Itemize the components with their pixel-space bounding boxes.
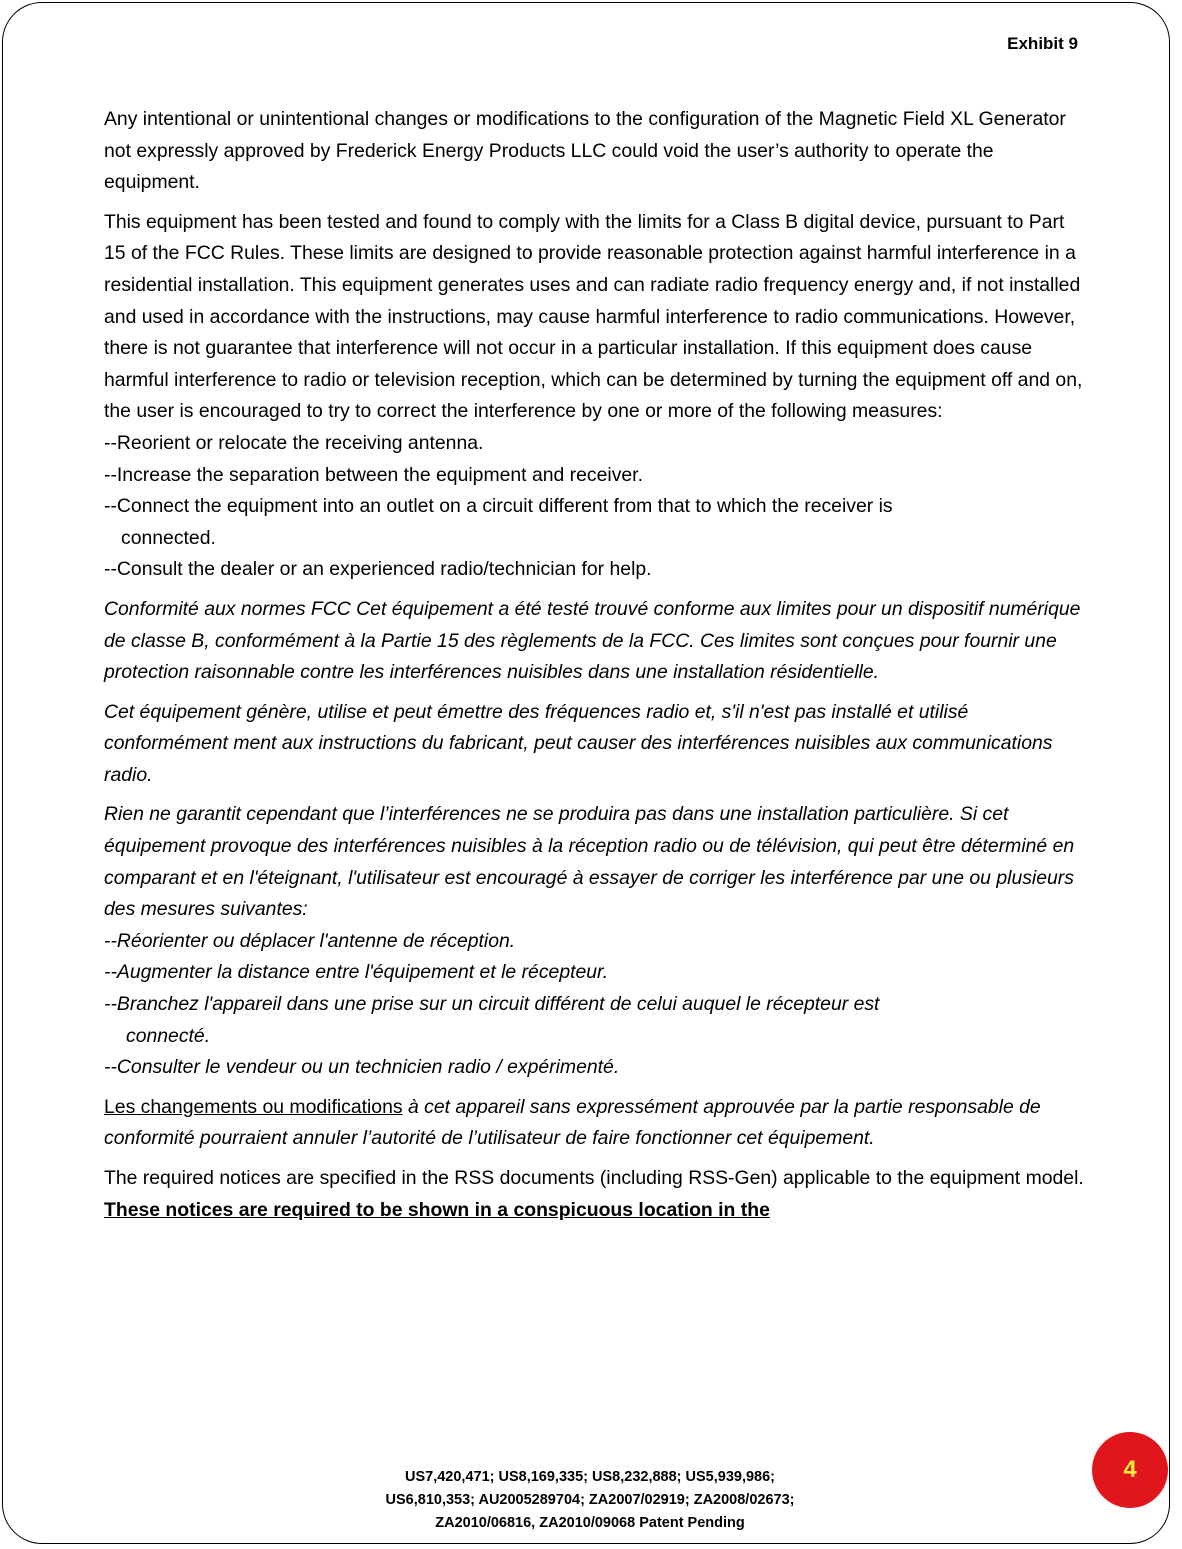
page-number-badge: 4 — [1092, 1432, 1168, 1508]
fcc-compliance-text: This equipment has been tested and found to comply with the limits for a Class B digital device, pursuant to Part 15 of the FCC Rules. These limits are designed to provide reasonable protection against harmful interference in a residential installation. This equipment generates uses and can radiate radio frequency energy and, if not installed and used in accordance with the instructions, may cause harmful interference to radio communications. However, there is not guarantee that interference will not occur in a particular installation. If this equipment does cause harmful interference to radio or television reception, which can be determined by turning the equipment off and on, the user is encouraged to try to correct the interference by one or more of the following measures: — [104, 210, 1083, 423]
mesure-item: --Réorienter ou déplacer l'antenne de réception. — [104, 929, 516, 952]
measure-item-continuation: connected. — [121, 526, 216, 549]
measure-item: --Connect the equipment into an outlet on a circuit different from that to which the receiver is — [104, 495, 893, 518]
rss-notices-emphasis: These notices are required to be shown in a conspicuous location in the — [104, 1198, 770, 1221]
patent-line: US7,420,471; US8,169,335; US8,232,888; US5,939,986; — [405, 1469, 775, 1485]
paragraph-fr-conformite: Conformité aux normes FCC Cet équipement a été testé trouvé conforme aux limites pour un dispositif numérique de classe B, conformément à la Partie 15 des règlements de la FCC. Ces limites sont conçues pour fournir une protection raisonnable contre les interférences nuisibles dans une installation résidentielle. — [104, 597, 1081, 684]
exhibit-label: Exhibit 9 — [1007, 34, 1078, 53]
document-body — [104, 104, 1084, 1234]
mesure-item: --Branchez l'appareil dans une prise sur un circuit différent de celui auquel le récepteur est — [104, 993, 880, 1016]
paragraph-rss-notices — [104, 1163, 1084, 1226]
measure-item: --Increase the separation between the equipment and receiver. — [104, 463, 643, 486]
rss-notices-text: The required notices are specified in the RSS documents (including RSS-Gen) applicable to the equipment model. — [104, 1167, 1084, 1189]
fr-interference-text: Rien ne garantit cependant que l’interférences ne se produira pas dans une installation particulière. Si cet équipement provoque des interférences nuisibles à la réception radio ou de télévision, qui peut être déterminé en comparant et en l'éteignant, l'utilisateur est encouragé à essayer de corriger les interférence par une ou plusieurs des mesures suivantes: — [104, 803, 1075, 921]
paragraph-fr-modifications — [104, 1092, 1084, 1155]
mesure-item: --Consulter le vendeur ou un technicien radio / expérimenté. — [104, 1056, 620, 1079]
mesure-item: --Augmenter la distance entre l'équipement et le récepteur. — [104, 961, 609, 984]
fr-modifications-rest: à cet appareil sans expressément approuvée par la partie responsable de conformité pourraient annuler l’autorité de l’utilisateur de faire fonctionner cet équipement. — [104, 1095, 1041, 1150]
measure-item: --Reorient or relocate the receiving antenna. — [104, 431, 484, 454]
patent-line: ZA2010/06816, ZA2010/09068 Patent Pending — [435, 1515, 745, 1531]
paragraph-fcc-compliance — [104, 207, 1084, 586]
paragraph-fr-emission: Cet équipement génère, utilise et peut émettre des fréquences radio et, s'il n'est pas installé et utilisé conformément ment aux instructions du fabricant, peut causer des interférences nuisibles aux communications radio. — [104, 700, 1053, 786]
fr-modifications-lead: Les changements ou modifications — [104, 1095, 403, 1118]
patent-footer — [300, 1466, 880, 1535]
mesure-item-continuation: connecté. — [126, 1024, 211, 1047]
paragraph-modifications-warning: Any intentional or unintentional changes or modifications to the configuration of the Magnetic Field XL Generator not expressly approved by Frederick Energy Products LLC could void the user’s authority to operate the equipment. — [104, 108, 1066, 194]
paragraph-fr-interference — [104, 799, 1084, 1083]
patent-line: US6,810,353; AU2005289704; ZA2007/02919; ZA2008/02673; — [385, 1492, 795, 1508]
measure-item: --Consult the dealer or an experienced radio/technician for help. — [104, 558, 652, 581]
